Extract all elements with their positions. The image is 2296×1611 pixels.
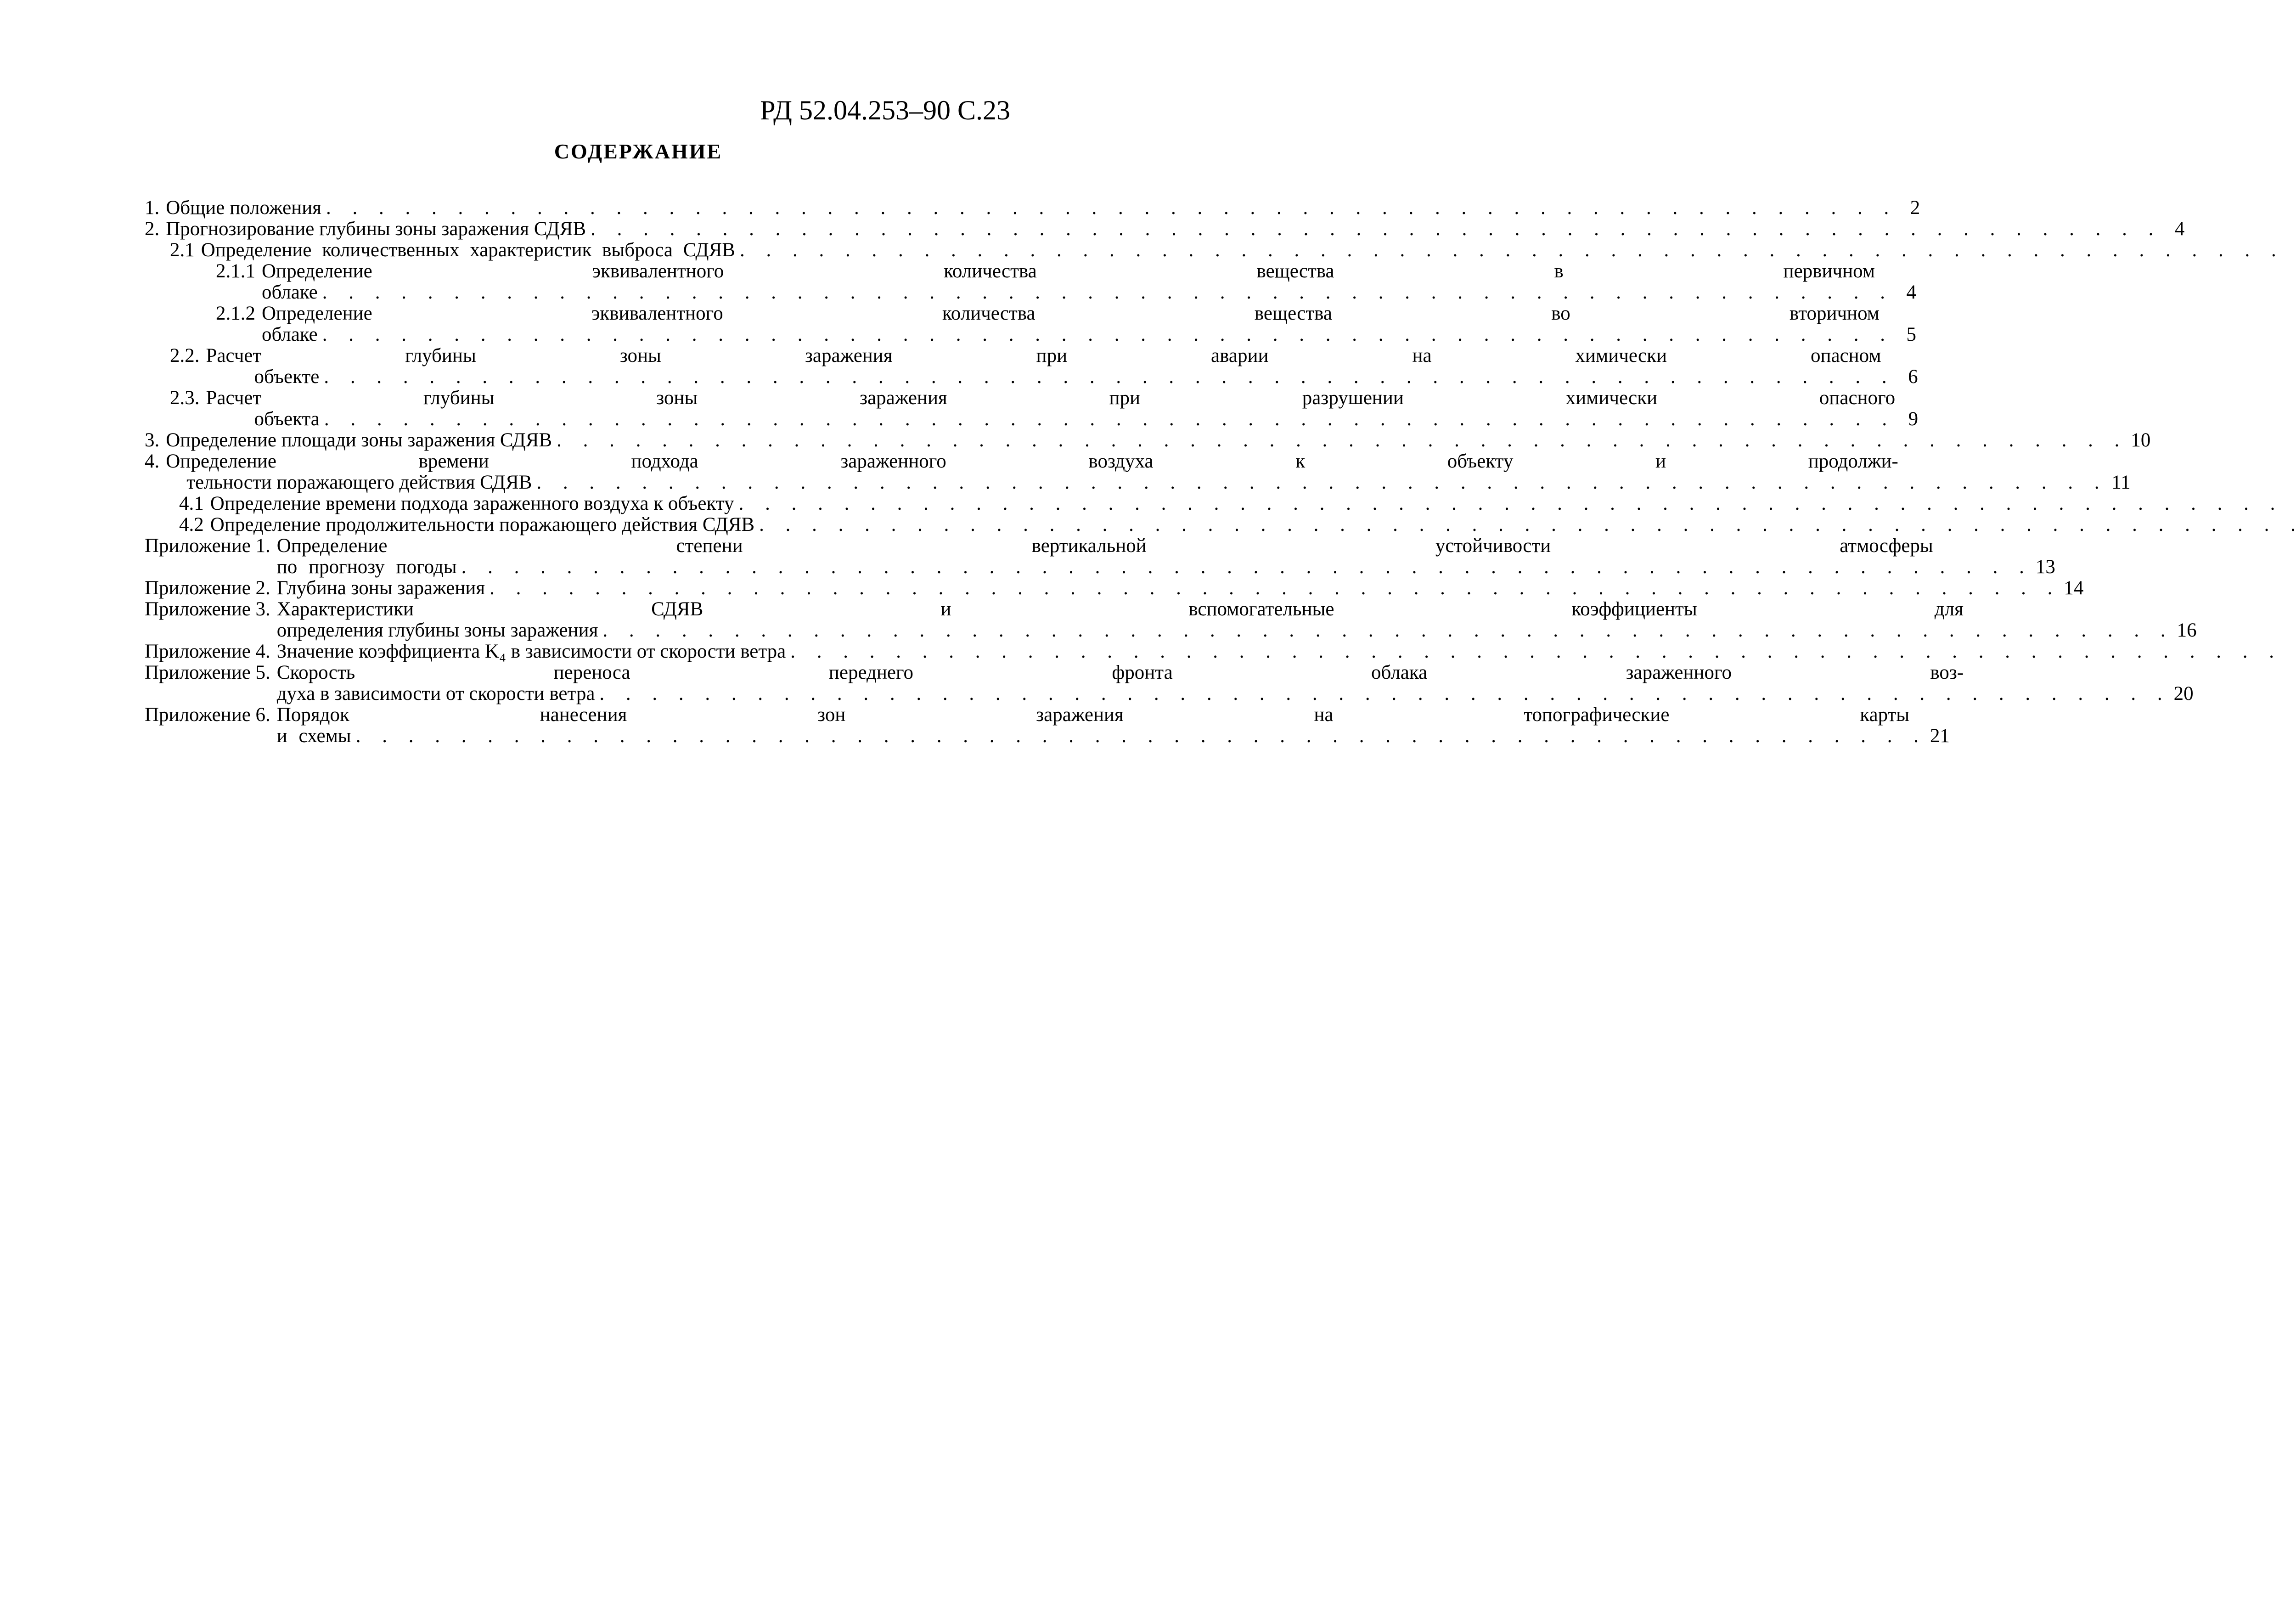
toc-entry-text-cont: по прогнозу погоды [276, 556, 457, 578]
toc-appendix-label: Приложение 4. [145, 641, 270, 662]
toc-number: 2.2. [170, 345, 200, 366]
toc-entry-text: Общие положения [166, 197, 322, 219]
toc-page-number: 9 [1908, 408, 1919, 430]
toc-entry-text: Характеристики СДЯВ и вспомогательные коэффициенты для [276, 598, 1964, 620]
toc-page-number: 21 [1930, 725, 1950, 747]
toc-number: 2.1 [170, 239, 195, 261]
toc-appendix-label: Приложение 3. [145, 598, 270, 620]
dot-leader [739, 493, 2296, 514]
toc-appendix-label: Приложение 1. [145, 535, 270, 557]
toc-page-number: 20 [2173, 683, 2194, 704]
toc-number: 2.1.1 [216, 260, 255, 282]
dot-leader [740, 240, 2296, 261]
toc-page-number: 13 [2035, 556, 2055, 578]
toc-number: 2.3. [170, 387, 200, 409]
toc-entry-text-cont: объекта [254, 408, 320, 430]
toc-entry-text-cont: облаке [262, 324, 318, 345]
toc-entry-text-cont: объекте [254, 366, 320, 388]
toc-entry-text: Определение эквивалентного количества вещества в первичном [262, 260, 1875, 282]
toc-entry-text: Определение количественных характеристик выброса СДЯВ [201, 239, 735, 261]
toc-entry-text-cont: духа в зависимости от скорости ветра [276, 683, 595, 704]
dot-leader [324, 409, 1895, 430]
toc-page-number: 10 [2131, 429, 2151, 451]
toc-entry-text-cont: определения глубины зоны заражения [276, 620, 598, 641]
toc-appendix-2[interactable] [145, 577, 2084, 599]
page-title: СОДЕРЖАНИЕ [554, 140, 723, 163]
toc-page-number: 5 [1906, 324, 1917, 345]
dot-leader [322, 324, 1893, 345]
toc-entry-text: Глубина зоны заражения [276, 577, 485, 599]
toc-page-number: 6 [1908, 366, 1918, 388]
toc-entry-4-1[interactable] [145, 493, 1008, 514]
toc-number: 1. [145, 197, 160, 219]
dot-leader [591, 219, 2161, 240]
toc-number: 4.2 [179, 514, 204, 535]
table-of-contents [145, 197, 2197, 747]
toc-entry-text: Определение продолжительности поражающего действия СДЯВ [210, 514, 755, 535]
document-code-header: РД 52.04.253–90 С.23 [760, 95, 1010, 125]
toc-number: 4. [145, 451, 160, 472]
toc-entry-2[interactable] [145, 218, 2185, 240]
toc-entry-text-cont: и схемы [276, 725, 351, 747]
toc-entry-text: Определение площади зоны заражения СДЯВ [166, 429, 552, 451]
toc-entry-text-cont: тельности поражающего действия СДЯВ [186, 472, 532, 493]
toc-appendix-4[interactable] [145, 641, 1008, 662]
toc-page-number: 11 [2111, 472, 2131, 493]
dot-leader [461, 557, 2032, 578]
toc-entry-text: Определение эквивалентного количества вещества во вторичном [262, 303, 1880, 324]
dot-leader [490, 578, 2060, 599]
toc-appendix-3[interactable] [145, 598, 2197, 641]
toc-entry-3[interactable] [145, 429, 2151, 451]
dot-leader [790, 641, 2296, 662]
toc-number: 2. [145, 218, 160, 240]
toc-entry-text: Значение коэффициента K₄ в зависимости от скорости ветра [276, 641, 786, 662]
toc-page-number: 16 [2177, 620, 2197, 641]
dot-leader [759, 514, 2296, 535]
toc-appendix-5[interactable] [145, 662, 2194, 704]
toc-entry-2-1-1[interactable] [145, 260, 1917, 303]
dot-leader [536, 472, 2107, 493]
toc-entry-4[interactable] [145, 451, 2131, 493]
dot-leader [356, 726, 1927, 747]
dot-leader [599, 683, 2170, 704]
toc-appendix-6[interactable] [145, 704, 1950, 747]
toc-entry-text: Порядок нанесения зон заражения на топографические карты [276, 704, 1910, 726]
toc-page-number: 14 [2064, 577, 2084, 599]
toc-entry-2-1[interactable] [145, 240, 1008, 261]
toc-entry-text: Прогнозирование глубины зоны заражения СДЯВ [166, 218, 586, 240]
toc-entry-1[interactable] [145, 197, 1920, 219]
toc-entry-4-2[interactable] [145, 514, 1008, 535]
toc-entry-text-cont: облаке [262, 282, 318, 303]
toc-appendix-label: Приложение 6. [145, 704, 270, 726]
dot-leader [326, 197, 1897, 219]
dot-leader [557, 430, 2127, 451]
dot-leader [602, 620, 2173, 641]
toc-number: 2.1.2 [216, 303, 255, 324]
dot-leader [324, 366, 1895, 388]
toc-entry-text: Определение времени подхода зараженного воздуха к объекту [210, 493, 734, 514]
toc-number: 4.1 [179, 493, 204, 514]
toc-entry-text: Определение времени подхода зараженного воздуха к объекту и продолжи- [166, 451, 1898, 472]
toc-entry-text: Определение степени вертикальной устойчивости атмосферы [276, 535, 1933, 557]
toc-appendix-label: Приложение 2. [145, 577, 270, 599]
toc-page-number: 4 [1906, 282, 1917, 303]
toc-entry-text: Расчет глубины зоны заражения при разрушении химически опасного [206, 387, 1896, 409]
toc-appendix-label: Приложение 5. [145, 662, 270, 683]
dot-leader [322, 282, 1893, 303]
toc-page-number: 2 [1910, 197, 1920, 219]
toc-entry-text: Скорость переноса переднего фронта облака зараженного воз- [276, 662, 1964, 683]
toc-entry-2-3[interactable] [145, 387, 1919, 430]
toc-number: 3. [145, 429, 160, 451]
toc-entry-text: Расчет глубины зоны заражения при аварии на химически опасном [206, 345, 1881, 366]
toc-appendix-1[interactable] [145, 535, 2055, 578]
toc-entry-2-1-2[interactable] [145, 303, 1917, 345]
toc-entry-2-2[interactable] [145, 345, 1918, 388]
toc-page-number: 4 [2174, 218, 2185, 240]
